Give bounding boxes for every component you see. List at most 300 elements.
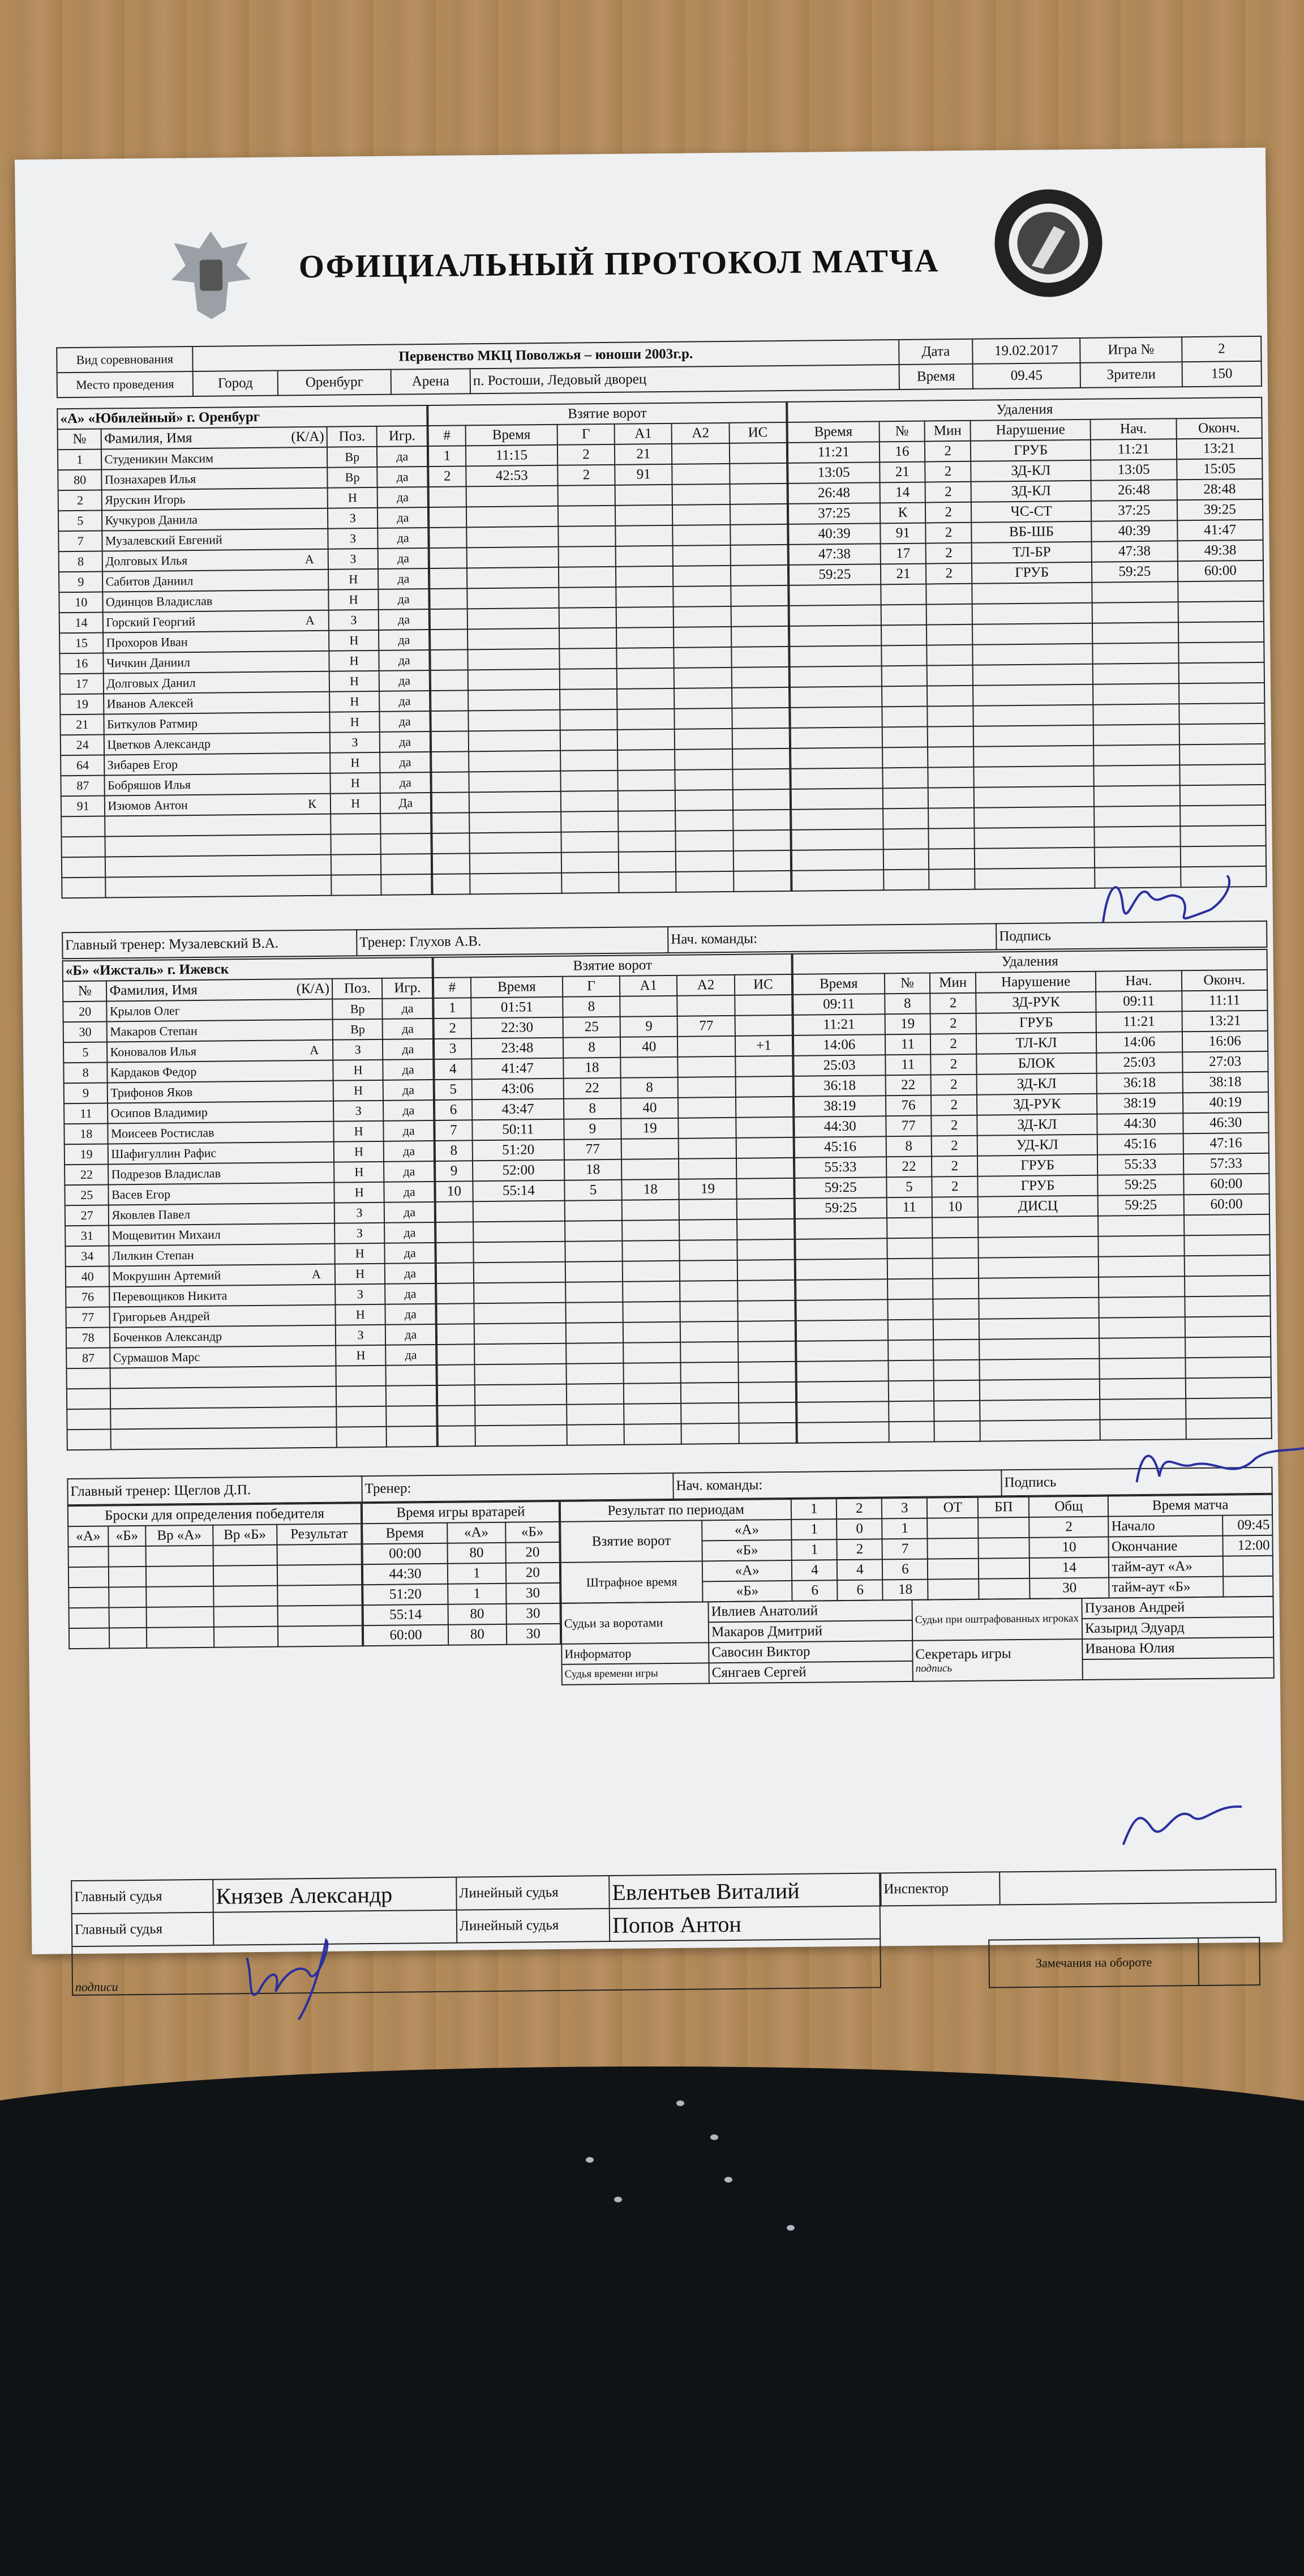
goal-cell — [730, 504, 788, 525]
goal-row — [432, 830, 790, 854]
penalty-cell: ЗД-КЛ — [971, 460, 1091, 482]
penalty-cell — [926, 604, 972, 625]
penalty-cell: 38:18 — [1182, 1072, 1268, 1093]
penalty-cell — [888, 1340, 934, 1361]
goal-cell: 77 — [564, 1139, 622, 1160]
penalty-cell: 11:21 — [793, 1014, 885, 1035]
goal-cell: 5 — [564, 1180, 622, 1201]
player-row — [59, 548, 428, 572]
penalty-cell: 2 — [932, 1115, 977, 1136]
penalty-cell: 15:05 — [1177, 459, 1263, 480]
player-row — [67, 1385, 436, 1409]
goal-cell — [622, 1220, 680, 1241]
goal-cell — [430, 547, 467, 568]
goal-cell — [560, 750, 618, 771]
goal-cell — [561, 832, 619, 853]
game-number-value: 2 — [1182, 336, 1261, 362]
goal-cell — [734, 871, 791, 892]
penalty-cell — [797, 1381, 889, 1402]
penalty-cell — [1093, 744, 1179, 765]
team-b-penalties — [792, 949, 1272, 1444]
shootout-col-gk-b: Вр «Б» — [213, 1525, 277, 1546]
goal-cell — [736, 1117, 793, 1138]
goal-cell — [732, 748, 790, 769]
goalie-change-cell: 00:00 — [363, 1543, 448, 1564]
player-row — [67, 1406, 436, 1430]
player-role: А — [311, 1266, 321, 1282]
period-col-2: 2 — [837, 1498, 882, 1519]
player-row — [67, 1365, 436, 1389]
penalty-cell — [980, 1379, 1100, 1401]
penalty-cell: 14:06 — [1096, 1032, 1182, 1052]
col-time: Время — [471, 977, 563, 998]
goalie-change-cell: 51:20 — [363, 1584, 448, 1605]
goal-cell — [561, 791, 619, 812]
player-played: да — [378, 467, 428, 487]
penalty-cell — [1092, 622, 1178, 643]
player-number: 34 — [65, 1246, 109, 1266]
goal-cell: 9 — [564, 1119, 621, 1140]
player-played: да — [380, 731, 430, 752]
player-row — [58, 487, 428, 511]
goal-cell — [731, 647, 789, 667]
goal-cell — [733, 850, 791, 871]
player-number: 87 — [61, 776, 105, 797]
goal-cell — [674, 688, 732, 709]
goal-row — [431, 728, 790, 752]
penalty-cell — [887, 1218, 933, 1239]
penalty-cell — [934, 1380, 980, 1401]
penalty-cell: 36:18 — [1097, 1072, 1183, 1093]
goal-cell — [429, 507, 466, 528]
goal-cell — [438, 1426, 475, 1447]
goal-cell — [675, 749, 732, 770]
player-name: Кучкуров Данила — [105, 512, 198, 528]
player-name: Яковлев Павел — [111, 1207, 191, 1222]
penalty-cell — [1184, 1214, 1270, 1235]
player-name-cell — [102, 468, 328, 490]
player-played: да — [377, 446, 427, 467]
team-a-head-coach: Главный тренер: Музалевский В.А. — [62, 930, 357, 958]
penalty-cell: ГРУБ — [977, 1155, 1097, 1176]
player-number: 19 — [60, 694, 104, 715]
penalty-cell: 2 — [926, 543, 972, 564]
goalie-change-cell: 80 — [448, 1604, 507, 1625]
player-position: Н — [334, 1243, 385, 1264]
timeout-b-label: тайм-аут «Б» — [1109, 1577, 1224, 1598]
player-name-cell — [108, 1101, 333, 1124]
goal-cell — [681, 1403, 739, 1424]
player-played — [381, 854, 431, 875]
player-name: Кардаков Федор — [110, 1064, 197, 1080]
goal-cell — [677, 995, 735, 1016]
player-position: Н — [335, 1264, 385, 1285]
penalty-cell — [789, 584, 881, 606]
player-row — [66, 1283, 435, 1307]
player-position: Н — [330, 752, 380, 773]
goal-cell — [560, 771, 618, 791]
penalty-cell — [979, 1257, 1099, 1278]
team-b-name: «Б» «Ижсталь» г. Ижевск — [63, 957, 432, 981]
goal-cell — [430, 629, 467, 650]
player-name: Сурмашов Марс — [113, 1349, 200, 1365]
head-ref-label: Главный судья — [71, 1880, 213, 1914]
penalty-cell — [926, 624, 972, 645]
goal-cell — [619, 872, 676, 893]
penalty-cell — [791, 747, 882, 769]
player-position: Н — [329, 712, 380, 733]
player-name: Познахарев Илья — [104, 471, 196, 487]
penalty-cell — [979, 1298, 1099, 1319]
goal-cell: 8 — [621, 1077, 679, 1098]
goals-a-so — [979, 1517, 1030, 1538]
player-number — [62, 878, 106, 898]
head-ref-label: Главный судья — [72, 1912, 214, 1946]
penalty-cell: 11:21 — [1096, 1011, 1182, 1032]
summary-section — [67, 1494, 1274, 1681]
player-played: да — [383, 998, 433, 1019]
goal-cell — [737, 1300, 795, 1321]
goal-cell — [466, 527, 558, 548]
goal-row — [432, 850, 791, 874]
penalty-cell: ЗД-КЛ — [971, 481, 1091, 502]
period-results-title: Результат по периодам — [560, 1499, 792, 1522]
penalty-cell: ГРУБ — [971, 440, 1091, 461]
period-col-so: БП — [978, 1497, 1029, 1518]
penalty-cell: 40:39 — [1091, 520, 1177, 541]
penalty-cell — [882, 707, 928, 728]
goal-cell — [467, 608, 559, 630]
player-row — [59, 568, 428, 592]
player-row — [65, 1141, 434, 1165]
player-position: З — [330, 732, 380, 753]
player-position: Н — [333, 1080, 384, 1101]
penalty-cell — [928, 808, 974, 829]
player-row — [61, 813, 431, 837]
penalty-cell: ЗД-РУК — [976, 992, 1096, 1013]
col-g: Г — [563, 976, 620, 997]
penalty-cell: 37:25 — [788, 503, 880, 524]
penalty-cell — [790, 605, 881, 626]
player-name-cell — [109, 1162, 334, 1185]
penalty-cell — [1093, 683, 1179, 704]
goals-a-total: 2 — [1030, 1517, 1109, 1538]
goal-cell — [678, 1097, 736, 1118]
col-number: № — [63, 981, 107, 1002]
goals-b-p1: 1 — [792, 1539, 837, 1560]
goal-cell: 41:47 — [471, 1058, 563, 1080]
player-number — [67, 1429, 111, 1450]
penalty-cell: 26:48 — [1091, 480, 1177, 500]
linesman-2: Попов Антон — [610, 1906, 881, 1941]
goal-cell — [621, 1159, 679, 1180]
goal-cell: 1 — [428, 446, 466, 467]
goal-cell — [672, 504, 730, 525]
shootout-col-a: «А» — [68, 1526, 108, 1547]
player-name-cell — [104, 733, 330, 755]
goal-cell: 2 — [434, 1018, 471, 1039]
goal-cell — [736, 1199, 794, 1219]
penalty-cell: 11 — [886, 1197, 932, 1218]
goal-cell — [615, 505, 673, 526]
penalty-cell — [1178, 662, 1264, 683]
goal-cell — [672, 484, 730, 505]
player-position — [336, 1427, 387, 1448]
goal-cell — [624, 1383, 681, 1404]
goal-cell — [737, 1239, 795, 1260]
goalie-change-row — [363, 1563, 560, 1585]
penalty-cell — [796, 1299, 887, 1321]
penalty-cell — [1179, 724, 1265, 744]
player-played — [381, 813, 431, 834]
goal-cell — [567, 1404, 624, 1425]
player-number: 76 — [66, 1286, 110, 1307]
goalie-col-time: Время — [362, 1523, 447, 1544]
goal-cell — [474, 1343, 566, 1365]
player-number: 7 — [58, 531, 102, 552]
timeout-a-label: тайм-аут «А» — [1109, 1556, 1223, 1578]
player-position: З — [334, 1223, 385, 1244]
player-number: 25 — [65, 1184, 109, 1205]
match-time-title: Время матча — [1108, 1495, 1272, 1517]
goal-cell — [565, 1261, 623, 1282]
player-row — [65, 1182, 434, 1205]
penalty-cell: 41:47 — [1177, 520, 1263, 541]
player-position: Н — [331, 793, 381, 814]
player-name-cell — [105, 773, 331, 796]
goal-cell — [619, 831, 676, 852]
goal-cell — [731, 565, 788, 586]
goal-cell — [615, 485, 673, 506]
goal-cell — [623, 1302, 681, 1323]
player-number: 22 — [65, 1164, 109, 1185]
col-pen-num: № — [884, 973, 930, 994]
pim-by-period-label: Штрафное время — [561, 1561, 703, 1603]
player-name: Долговых Илья — [105, 553, 188, 568]
penalty-cell: 38:19 — [794, 1096, 886, 1117]
penalty-cell — [1179, 703, 1265, 724]
penalty-cell — [792, 870, 883, 891]
player-number: 16 — [59, 653, 104, 674]
col-pen-offence: Нарушение — [971, 420, 1091, 441]
goal-cell: 21 — [615, 444, 672, 465]
player-played: да — [385, 1304, 436, 1325]
goal-cell — [675, 790, 733, 811]
penalty-cell: 17 — [880, 544, 926, 564]
penalty-cell — [883, 808, 929, 829]
player-position: Н — [333, 1060, 383, 1081]
team-b-goals — [433, 953, 797, 1447]
goal-cell — [733, 830, 791, 851]
goal-cell: 6 — [435, 1099, 472, 1120]
goal-cell — [672, 464, 730, 485]
goal-cell — [558, 546, 616, 567]
player-played — [387, 1406, 437, 1427]
goal-cell — [469, 771, 560, 793]
goal-cell — [624, 1403, 681, 1424]
penalty-cell: БЛОК — [976, 1053, 1096, 1075]
goal-cell — [674, 667, 732, 688]
penalty-cell: 2 — [932, 1156, 977, 1177]
penalty-cell: 91 — [880, 523, 926, 544]
goalie-col-b: «Б» — [505, 1522, 560, 1543]
player-played: да — [384, 1120, 434, 1141]
goal-cell — [737, 1260, 795, 1281]
player-name-cell — [104, 651, 329, 674]
goal-cell — [436, 1201, 473, 1222]
col-pen-end: Оконч. — [1176, 418, 1262, 439]
goal-cell — [560, 689, 617, 710]
penalty-cell — [1185, 1357, 1271, 1378]
goal-cell: 8 — [563, 1037, 621, 1058]
goals-b-p2: 2 — [837, 1539, 882, 1560]
penalty-cell — [1186, 1398, 1272, 1419]
competition-label: Вид соревнования — [57, 346, 192, 373]
penalty-cell — [928, 788, 974, 808]
player-number: 2 — [58, 490, 102, 511]
shootout-col-result: Результат — [277, 1524, 361, 1544]
player-row — [61, 793, 431, 816]
player-position: Вр — [333, 1019, 383, 1040]
player-name-cell — [110, 1325, 336, 1348]
player-number: 11 — [64, 1103, 108, 1124]
penalty-cell: 57:33 — [1183, 1153, 1269, 1174]
goal-cell — [681, 1383, 739, 1403]
penalty-cell: 44:30 — [1097, 1113, 1183, 1134]
penalty-cell: 21 — [880, 564, 926, 585]
goal-cell: 5 — [435, 1079, 472, 1100]
team-b-head-coach: Главный тренер: Щеглов Д.П. — [67, 1476, 362, 1505]
goalie-col-a: «А» — [447, 1522, 505, 1543]
document-title: ОФИЦИАЛЬНЫЙ ПРОТОКОЛ МАТЧА — [298, 242, 940, 285]
penalty-cell: ТЛ-КЛ — [976, 1033, 1096, 1054]
penalty-cell — [796, 1320, 888, 1341]
player-position: З — [336, 1325, 386, 1346]
penalty-cell — [1179, 744, 1266, 765]
penalty-box-judge-2: Казырид Эдуард — [1082, 1617, 1273, 1639]
pim-b-p1: 6 — [792, 1580, 838, 1601]
goal-cell — [680, 1301, 738, 1322]
player-role: А — [305, 613, 315, 628]
goal-cell — [616, 546, 674, 567]
goal-row — [436, 1199, 794, 1222]
player-name-cell — [109, 1183, 334, 1205]
player-name-cell — [111, 1427, 337, 1450]
goalie-change-cell: 20 — [505, 1542, 560, 1563]
goal-cell — [731, 585, 788, 606]
player-number: 17 — [60, 674, 104, 695]
player-name-cell — [104, 671, 329, 694]
col-pen-min: Мин — [930, 973, 976, 994]
goal-cell — [674, 606, 731, 627]
penalty-cell: 16 — [879, 442, 925, 463]
player-position: Н — [328, 589, 379, 610]
player-position: З — [328, 508, 378, 529]
penalty-cell — [1092, 581, 1178, 602]
game-number-label: Игра № — [1080, 337, 1182, 363]
penalty-cell: 55:33 — [1097, 1154, 1183, 1175]
goal-cell — [675, 708, 732, 729]
penalty-cell — [1092, 602, 1178, 623]
goal-cell — [675, 769, 733, 790]
goal-cell — [616, 607, 674, 628]
player-number — [61, 816, 105, 837]
goal-cell: 22 — [563, 1078, 621, 1099]
end-label: Окончание — [1109, 1536, 1223, 1557]
linesman-label: Линейный судья — [457, 1909, 610, 1943]
penalty-cell: ГРУБ — [972, 562, 1092, 584]
player-number: 64 — [61, 755, 105, 776]
goal-cell — [673, 545, 731, 566]
penalty-cell: 11:21 — [1091, 439, 1177, 460]
goal-cell: 10 — [435, 1181, 473, 1202]
col-name: Фамилия, Имя — [109, 982, 198, 999]
goal-cell: 40 — [620, 1037, 678, 1058]
player-played: да — [380, 711, 430, 732]
goal-cell — [475, 1405, 567, 1426]
col-pen-num: № — [879, 421, 925, 442]
secretary-label: Секретарь игры — [915, 1646, 1011, 1662]
goal-cell — [431, 670, 468, 691]
penalty-cell — [1185, 1276, 1271, 1296]
player-row — [63, 1019, 433, 1042]
penalty-cell: ЧС-СТ — [971, 501, 1091, 523]
player-row — [67, 1426, 437, 1450]
player-name: Шафигуллин Рафис — [111, 1145, 217, 1161]
penalty-cell: 45:16 — [1097, 1133, 1183, 1154]
col-a2: А2 — [672, 423, 730, 444]
penalty-cell — [928, 767, 974, 788]
player-row — [63, 1039, 433, 1063]
player-row — [64, 1080, 434, 1103]
penalty-cell: 10 — [932, 1197, 978, 1218]
penalty-cell — [1185, 1377, 1271, 1398]
player-played: да — [383, 1039, 433, 1060]
penalty-cell — [796, 1279, 887, 1300]
player-row — [58, 446, 427, 470]
penalty-cell: ЗД-КЛ — [977, 1114, 1097, 1136]
penalty-cell — [1098, 1235, 1184, 1256]
player-name-cell — [103, 631, 329, 653]
goal-cell — [436, 1303, 474, 1324]
goal-judges-label: Судьи за воротами — [561, 1602, 709, 1644]
col-pen-time: Время — [793, 973, 885, 995]
player-number: 40 — [66, 1266, 110, 1287]
penalty-cell — [1093, 663, 1179, 684]
player-row — [66, 1263, 435, 1287]
col-ka: (К/А) — [291, 429, 324, 445]
penalty-cell: 2 — [925, 441, 971, 462]
penalty-cell: 40:19 — [1182, 1092, 1268, 1113]
penalty-cell — [795, 1238, 887, 1260]
goal-row — [436, 1280, 795, 1304]
penalty-cell: ЗД-КЛ — [977, 1073, 1097, 1095]
player-number: 78 — [66, 1327, 110, 1348]
goal-cell — [732, 789, 790, 810]
goal-cell — [430, 649, 467, 670]
goal-cell: 42:53 — [466, 465, 557, 487]
player-position: Н — [336, 1345, 386, 1366]
goal-cell — [674, 627, 731, 648]
player-position — [336, 1386, 387, 1407]
player-position: Н — [328, 569, 379, 590]
player-played: Да — [380, 793, 431, 814]
penalty-cell — [928, 726, 973, 747]
goal-cell — [731, 667, 789, 688]
player-played: да — [383, 1059, 434, 1080]
penalties-title: Удаления — [787, 397, 1262, 422]
goal-cell — [730, 463, 787, 484]
